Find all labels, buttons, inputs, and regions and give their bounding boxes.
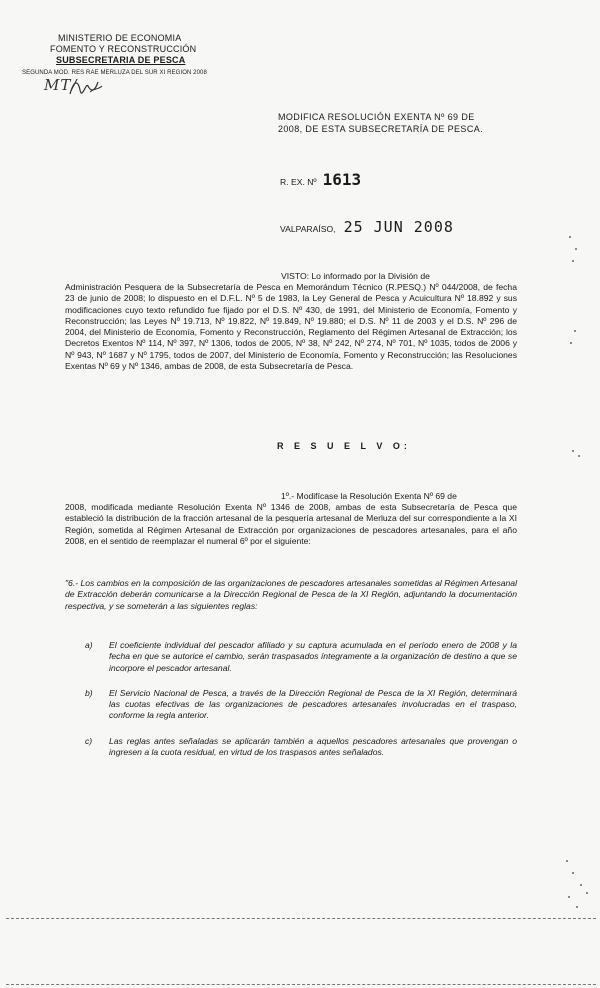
resolution-number bbox=[280, 170, 361, 189]
scan-speck bbox=[572, 260, 574, 262]
article-1-body: 2008, modificada mediante Resolución Exenta Nº 1346 de 2008, ambas de esta Subsecretaría de Pesca que estableció la distribución de la fracción artesanal de la pesquería artesanal de Merluza del sur correspondiente a la XI Región, sometida al Régimen Artesanal de Extracción por organizaciones de pescadores artesanales, para el año 2008, en el sentido de reemplazar el numeral 6º por el siguiente: bbox=[65, 502, 517, 546]
list-item-text: El coeficiente individual del pescador afiliado y su captura acumulada en el período enero de 2008 y la fecha en que se autorice el cambio, serán traspasados íntegramente a la organización de destino a que se incorpore el pescador artesanal. bbox=[109, 640, 517, 673]
scan-speck bbox=[568, 896, 570, 898]
scan-speck bbox=[576, 906, 578, 908]
subsecretaria-name: SUBSECRETARIA DE PESCA bbox=[56, 55, 186, 65]
scan-edge-line bbox=[6, 918, 596, 919]
subject-line-2: 2008, DE ESTA SUBSECRETARÍA DE PESCA. bbox=[278, 124, 484, 134]
list-item-label: a) bbox=[85, 640, 93, 650]
date-stamp: 25 JUN 2008 bbox=[343, 218, 454, 236]
list-item-text: El Servicio Nacional de Pesca, a través de la Dirección Regional de Pesca de la XI Región, determinará las cuotas efectivas de las organizaciones de pescadores artesanales involucradas en el traspaso, conforme la regla anterior. bbox=[109, 687, 517, 721]
scan-speck bbox=[566, 860, 568, 862]
signature-scribble-icon bbox=[68, 76, 108, 98]
visto-first-line: VISTO: Lo informado por la División de bbox=[281, 271, 430, 281]
resolution-stamp-number: 1613 bbox=[322, 170, 362, 189]
scan-speck bbox=[574, 330, 576, 332]
ministry-name: MINISTERIO DE ECONOMIA bbox=[58, 33, 182, 43]
resuelvo-heading: R E S U E L V O: bbox=[277, 441, 411, 451]
list-item-label: b) bbox=[85, 687, 93, 698]
list-item bbox=[85, 640, 517, 674]
numeral-6-text: "6.- Los cambios en la composición de las organizaciones de pescadores artesanales sometidas al Régimen Artesanal de Extracción deberán comunicarse a la Dirección Regional de Pesca de la XI Región, adjuntando la documentación respectiva, y se someterán a las siguientes reglas: bbox=[65, 578, 517, 611]
scan-edge-line-bottom bbox=[6, 984, 596, 985]
list-item bbox=[85, 736, 517, 759]
scan-speck bbox=[580, 884, 582, 886]
handwritten-initials: MT/ bbox=[44, 76, 78, 94]
place-label: VALPARAÍSO, bbox=[280, 224, 336, 234]
reference-line: SEGUNDA MOD. RES RAE MERLUZA DEL SUR XI REGION 2008 bbox=[22, 70, 207, 76]
scan-speck bbox=[572, 872, 574, 874]
scan-speck bbox=[575, 248, 577, 250]
resolution-label: R. EX. Nº bbox=[280, 177, 317, 187]
list-item-text: Las reglas antes señaladas se aplicarán también a aquellos pescadores artesanales que provengan o ingresen a la cuota residual, en virtud de los traspasos antes señalados. bbox=[109, 735, 517, 758]
place-date bbox=[280, 218, 454, 236]
scan-speck bbox=[569, 236, 571, 238]
rules-list bbox=[85, 640, 517, 758]
ministry-name-2: FOMENTO Y RECONSTRUCCIÓN bbox=[50, 44, 197, 54]
list-item-label: c) bbox=[85, 735, 93, 746]
scan-speck bbox=[578, 455, 580, 457]
scan-speck bbox=[572, 450, 574, 452]
subject-line-1: MODIFICA RESOLUCIÓN EXENTA Nº 69 DE bbox=[278, 112, 475, 122]
scan-speck bbox=[570, 342, 572, 344]
list-item bbox=[85, 688, 517, 722]
visto-body: Administración Pesquera de la Subsecretaría de Pesca en Memorándum Técnico (R.PESQ.) Nº 044/2008, de fecha 23 de junio de 2008; lo dispuesto en el D.F.L. Nº 5 de 1983, la Ley General de Pesca y Acuicultura Nº 18.892 y sus modificaciones cuyo texto refundido fue fijado por el D.S. Nº 430, de 1991, del Ministerio de Economía, Fomento y Reconstrucción; las Leyes Nº 19.713, Nº 19.822, Nº 19.849, Nº 19.880; el D.S. Nº 11 de 2003 y el D.S. Nº 296 de 2004, del Ministerio de Economía, Fomento y Reconstrucción, Reglamento del Régimen Artesanal de Extracción; los Decretos Exentos Nº 114, Nº 397, Nº 1306, todos de 2005, Nº 38, Nº 242, Nº 274, Nº 701, Nº 1035, todos de 2006 y Nº 943, Nº 1687 y Nº 1795, todos de 2007, del Ministerio de Economía, Fomento y Reconstrucción; las Resoluciones Exentas Nº 69 y Nº 1346, ambas de 2008, de esta Subsecretaría de Pesca. bbox=[65, 282, 517, 372]
article-1-first-line: 1º.- Modifícase la Resolución Exenta Nº 69 de bbox=[281, 491, 457, 501]
scan-speck bbox=[586, 892, 588, 894]
